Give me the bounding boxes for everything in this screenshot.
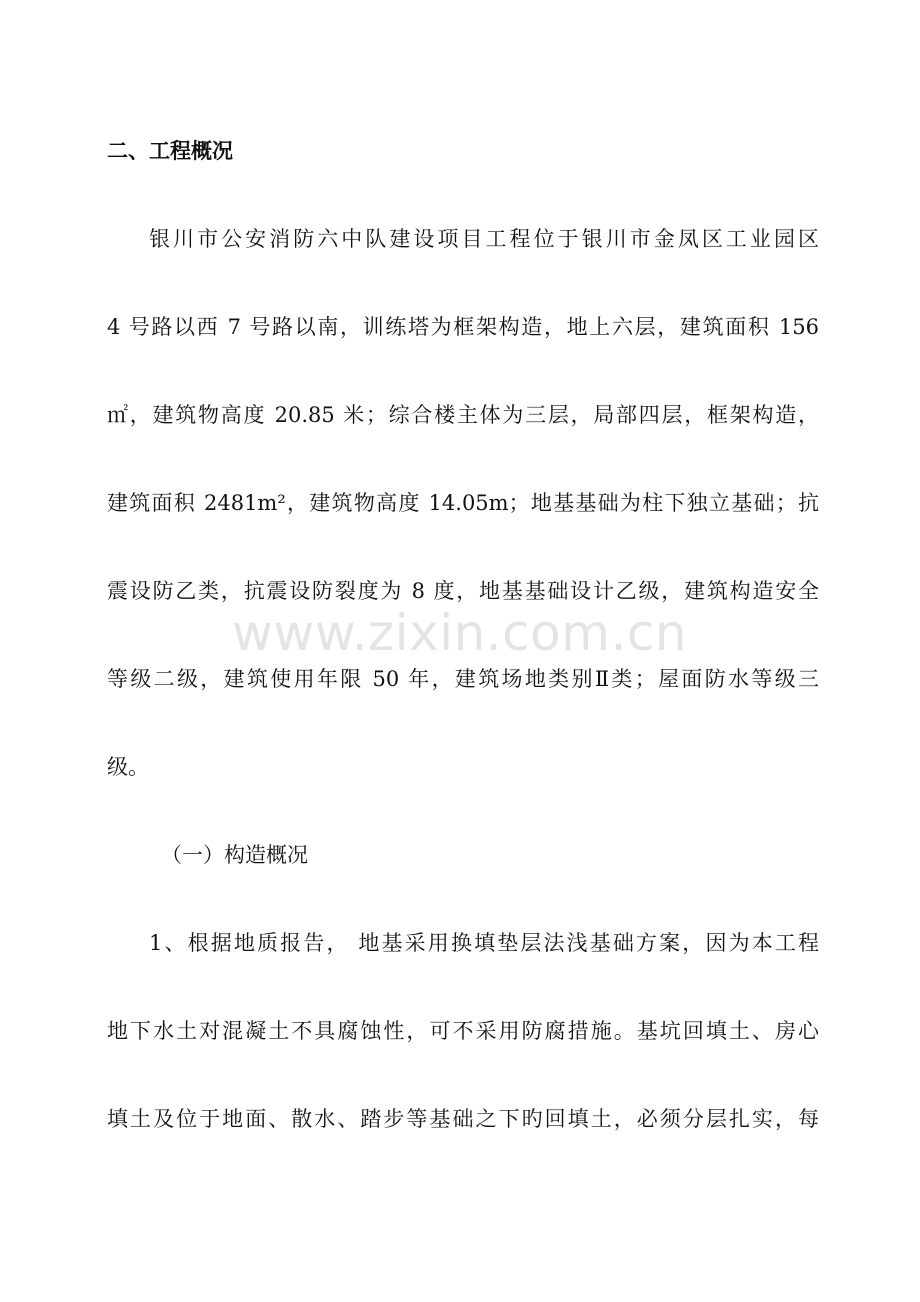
paragraph-line: ㎡，建筑物高度 20.85 米；综合楼主体为三层，局部四层，框架构造，: [107, 403, 819, 427]
paragraph-line-last: 级。: [107, 755, 149, 779]
paragraph-line: 4 号路以西 7 号路以南，训练塔为框架构造，地上六层，建筑面积 156: [107, 315, 819, 339]
watermark-text: www.zixin.com.cn: [232, 604, 688, 662]
paragraph-line: 1、根据地质报告， 地基采用换填垫层法浅基础方案，因为本工程: [149, 931, 819, 955]
paragraph-line: 填土及位于地面、散水、踏步等基础之下旳回填土，必须分层扎实，每: [107, 1107, 819, 1131]
paragraph-line: 建筑面积 2481m²，建筑物高度 14.05m；地基基础为柱下独立基础；抗: [107, 491, 819, 515]
paragraph-line: 地下水土对混凝土不具腐蚀性，可不采用防腐措施。基坑回填土、房心: [107, 1019, 819, 1043]
paragraph-line: 等级二级，建筑使用年限 50 年，建筑场地类别Ⅱ类；屋面防水等级三: [107, 667, 819, 691]
paragraph-line: 银川市公安消防六中队建设项目工程位于银川市金凤区工业园区: [149, 227, 819, 251]
paragraph-line: 震设防乙类，抗震设防裂度为 8 度，地基基础设计乙级，建筑构造安全: [107, 579, 819, 603]
subsection-heading: （一）构造概况: [161, 843, 308, 867]
section-heading: 二、工程概况: [107, 139, 233, 163]
